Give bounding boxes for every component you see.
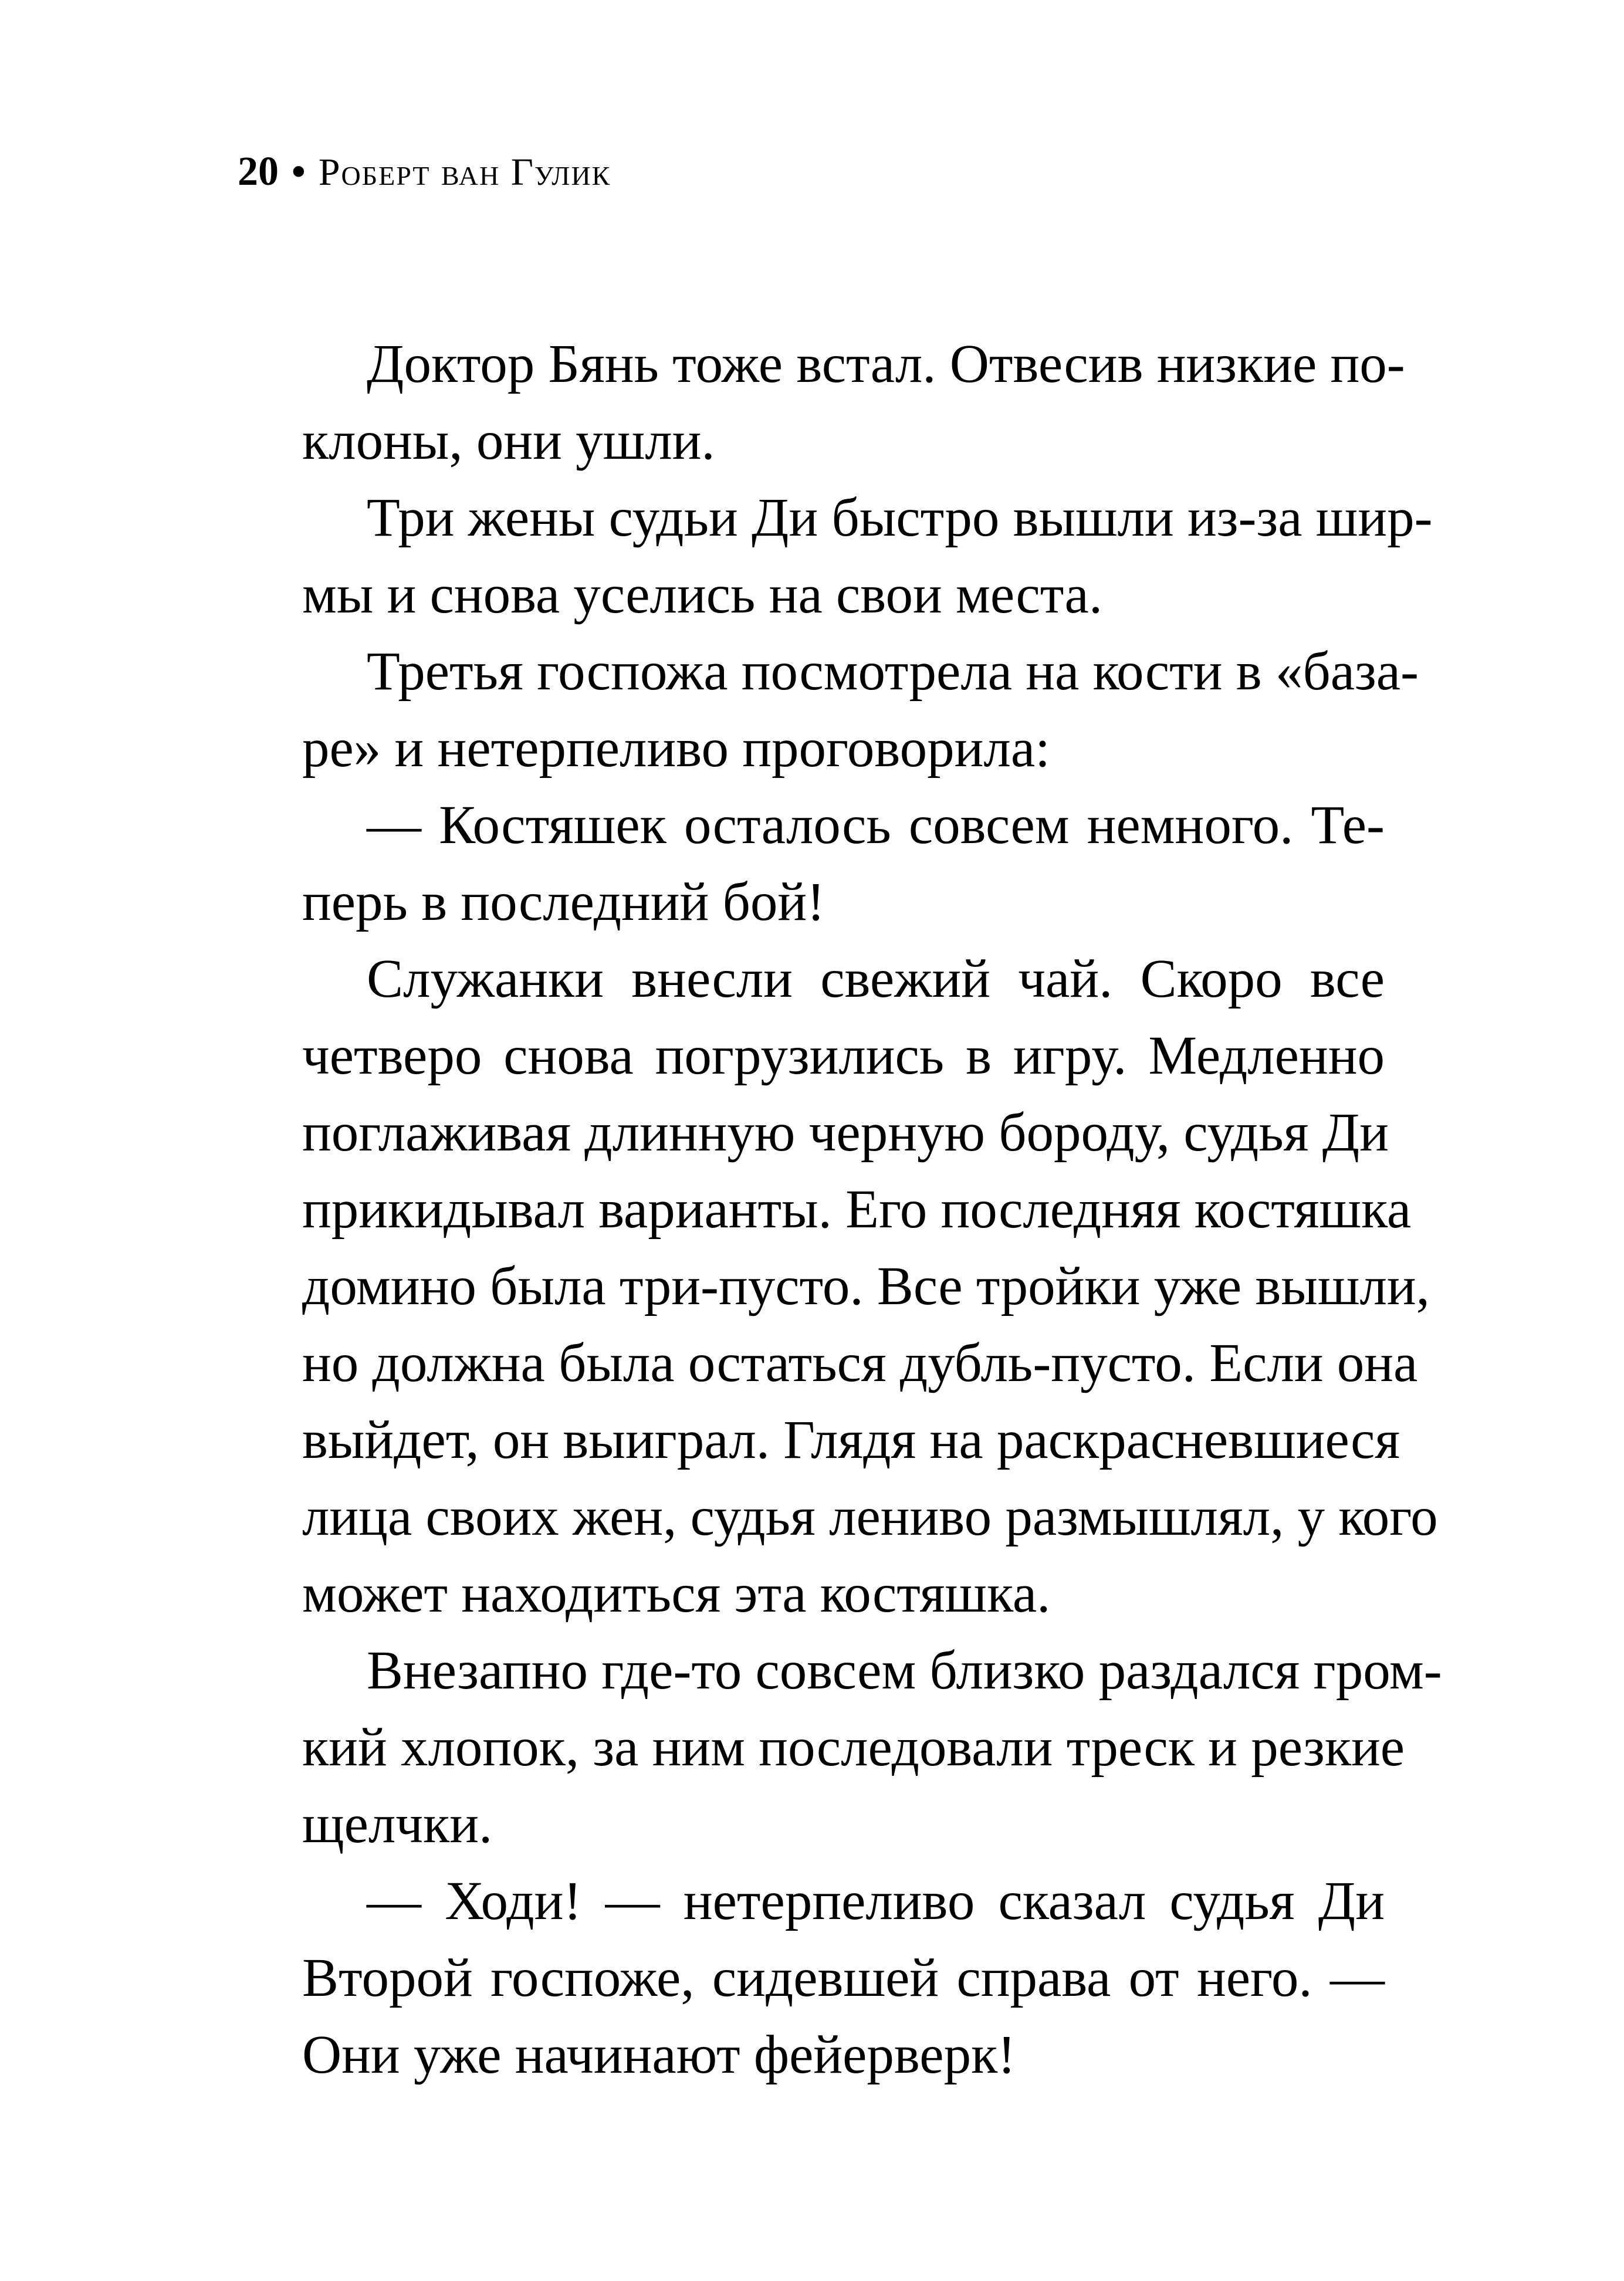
text-line: клоны, они ушли. (302, 411, 715, 471)
paragraph (238, 1632, 1442, 1863)
text-line: Третья госпожа посмотрела на кости в «база- (367, 641, 1419, 702)
paragraph (238, 940, 1438, 1632)
text-line: Второй госпоже, сидевшей справа от него. — (302, 1948, 1385, 2008)
paragraph (238, 326, 1405, 479)
header-separator: • (292, 149, 306, 194)
text-line: может находиться эта костяшка. (302, 1563, 1051, 1624)
text-line: прикидывал варианты. Его последняя костяшка (302, 1179, 1412, 1240)
book-author: Роберт ван Гулик (318, 151, 611, 194)
paragraph (238, 479, 1433, 633)
text-line: лица своих жен, судья лениво размышлял, у кого (302, 1487, 1438, 1547)
paragraph (238, 1863, 1385, 2093)
text-line: Они уже начинают фейерверк! (302, 2025, 1016, 2085)
text-line: четверо снова погрузились в игру. Медленно (302, 1026, 1385, 1086)
text-line: но должна была остаться дубль-пусто. Если она (302, 1333, 1418, 1393)
running-head (238, 148, 611, 195)
text-line: мы и снова уселись на свои места. (302, 564, 1103, 625)
text-line: кий хлопок, за ним последовали треск и резкие (302, 1717, 1405, 1778)
text-line: Доктор Бянь тоже встал. Отвесив низкие по- (367, 334, 1405, 394)
text-line: поглаживая длинную черную бороду, судья Ди (302, 1102, 1389, 1163)
text-line: — Костяшек осталось совсем немного. Те- (367, 795, 1385, 855)
text-line: щелчки. (302, 1794, 493, 1854)
text-line: — Ходи! — нетерпеливо сказал судья Ди (367, 1871, 1385, 1931)
text-line: Внезапно где-то совсем близко раздался гром- (367, 1640, 1442, 1701)
text-line: выйдет, он выиграл. Глядя на раскрасневшиеся (302, 1410, 1400, 1470)
text-line: домино была три-пусто. Все тройки уже вышли, (302, 1256, 1430, 1317)
paragraph (238, 633, 1419, 787)
body-text (238, 326, 1442, 2093)
text-line: Три жены судьи Ди быстро вышли из-за шир- (367, 488, 1433, 548)
text-line: ре» и нетерпеливо проговорила: (302, 718, 1050, 779)
page-number: 20 (238, 149, 279, 194)
paragraph (238, 787, 1385, 940)
text-line: перь в последний бой! (302, 872, 825, 932)
text-line: Служанки внесли свежий чай. Скоро все (367, 949, 1385, 1009)
